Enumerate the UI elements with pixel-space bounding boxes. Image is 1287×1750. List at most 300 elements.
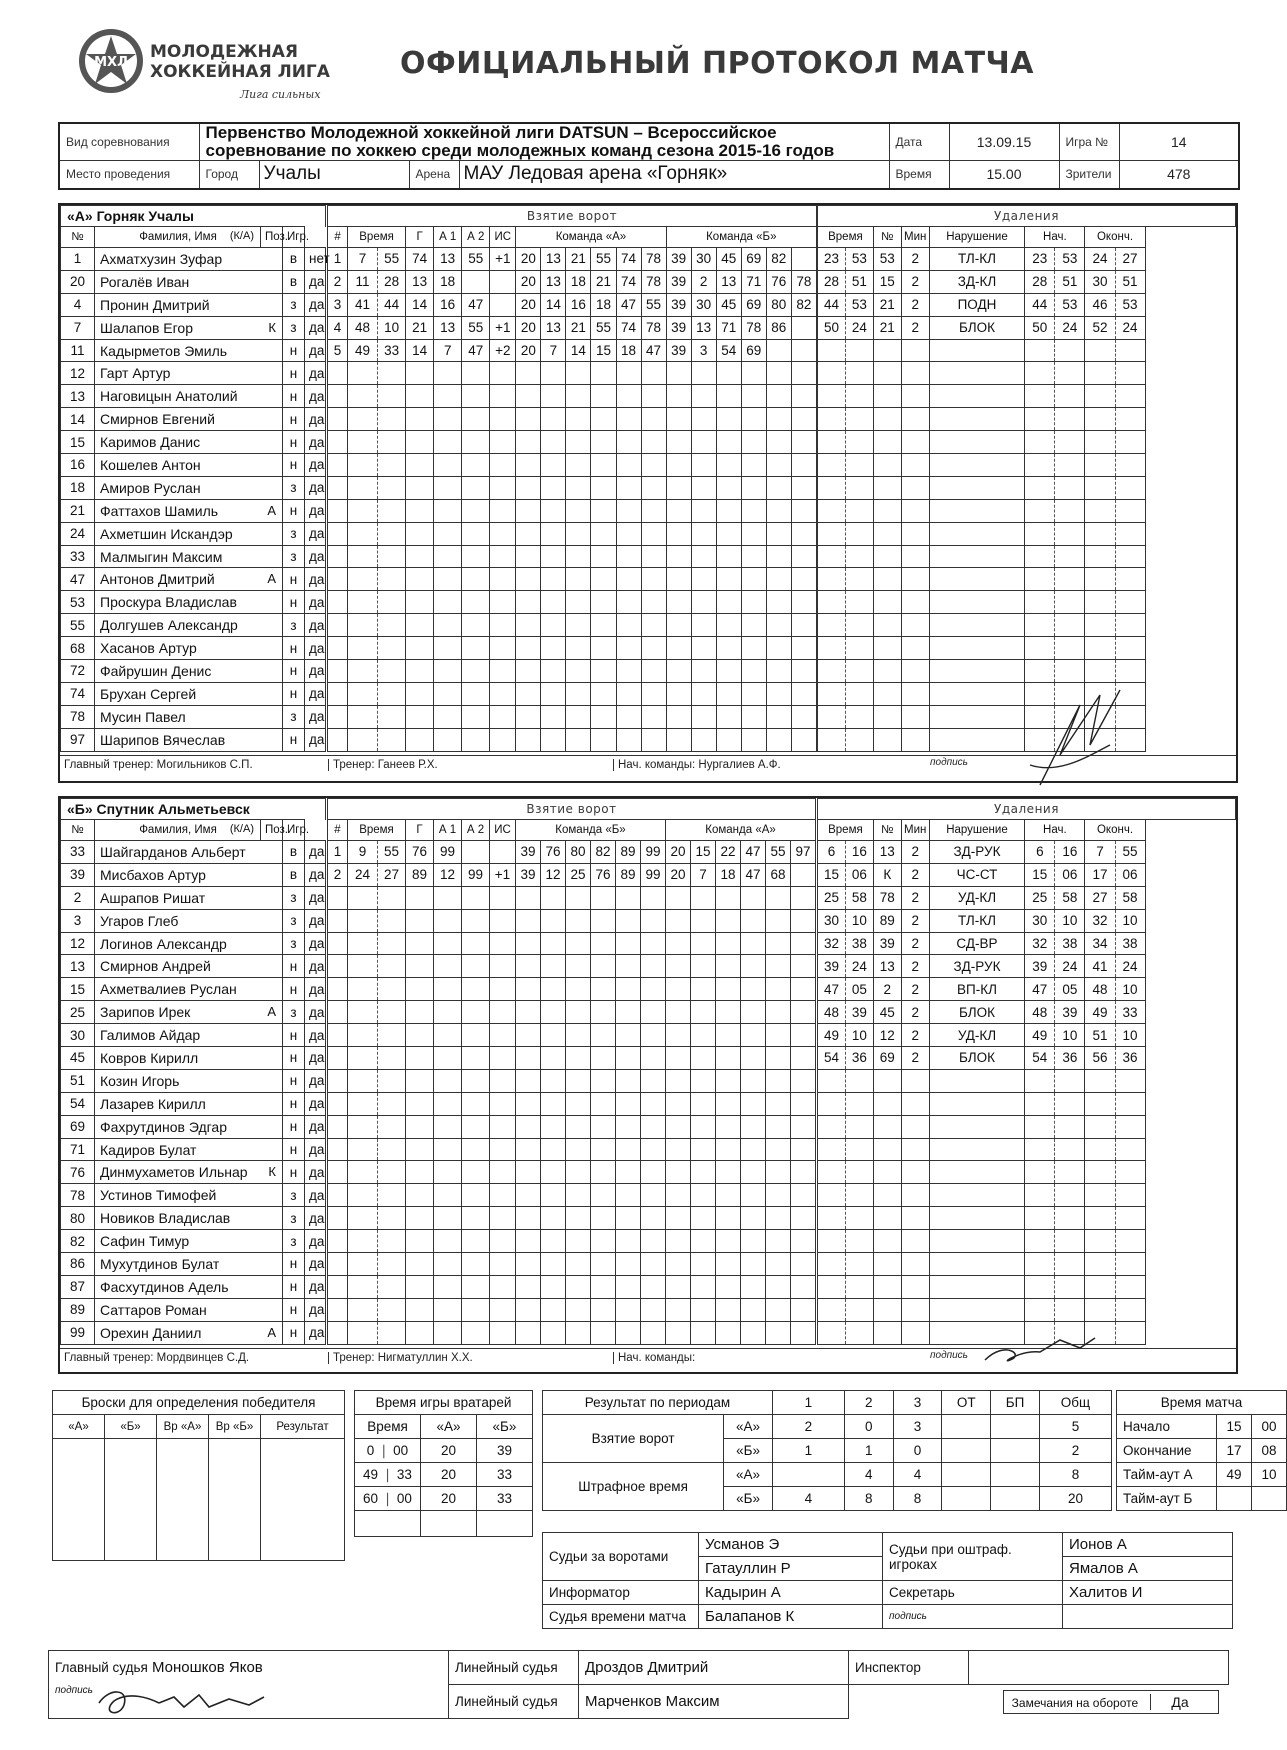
team-chief: Нач. команды: Нургалиев А.Ф. <box>613 759 781 771</box>
player-position: н <box>283 1069 305 1092</box>
goal-own-player: 89 <box>616 841 641 864</box>
linesman-1-value: Дроздов Дмитрий <box>579 1651 849 1685</box>
player-role: А <box>267 502 276 518</box>
player-number: 24 <box>61 522 95 545</box>
pen-start-min: 32 <box>1025 932 1055 955</box>
goal-second: 55 <box>378 841 406 864</box>
player-name: Фасхутдинов Адель <box>100 1278 229 1295</box>
linesman-1-label: Линейный судья <box>449 1651 579 1685</box>
goal-row <box>328 293 817 316</box>
goal-own-player: 78 <box>641 316 666 339</box>
competition-label: Вид соревнования <box>59 123 199 161</box>
period-total-header: Общ <box>1039 1391 1111 1415</box>
goal-situation <box>490 841 516 864</box>
logo-name <box>150 42 330 82</box>
pen-col-infraction: Нарушение <box>929 820 1025 841</box>
pen-time-min: 50 <box>818 316 846 339</box>
pen-time-sec: 06 <box>845 863 873 886</box>
goal-own-player: 13 <box>541 248 566 271</box>
goal-scorer: 13 <box>406 270 434 293</box>
goal-assist-1: 16 <box>434 293 462 316</box>
player-row <box>61 1115 326 1138</box>
svg-text:МХЛ: МХЛ <box>94 55 128 70</box>
goal-opp-player: 18 <box>716 863 741 886</box>
penalty-row <box>818 248 1236 271</box>
goal-own-player: 76 <box>591 863 616 886</box>
goalie-change-min: 60 <box>363 1490 379 1506</box>
pen-start-sec: 53 <box>1055 248 1085 271</box>
player-row <box>61 454 326 477</box>
pen-infraction: БЛОК <box>929 316 1025 339</box>
player-played: да <box>305 1024 326 1047</box>
goal-minute: 11 <box>348 270 378 293</box>
pen-end-min: 46 <box>1085 293 1115 316</box>
player-name: Зарипов Ирек <box>100 1004 191 1021</box>
pen-end-sec: 58 <box>1115 886 1145 909</box>
player-name: Кошелев Антон <box>100 456 201 473</box>
goal-opp-player <box>791 248 816 271</box>
pen-infraction: ВП-КЛ <box>929 978 1025 1001</box>
goal-minute: 9 <box>348 841 378 864</box>
pen-time-min: 28 <box>818 270 846 293</box>
player-row <box>61 339 326 362</box>
goalie-a: 20 <box>421 1487 477 1511</box>
officials-sign-label: подпись <box>883 1605 1063 1629</box>
secretary-value: Халитов И <box>1063 1581 1233 1605</box>
player-played: да <box>305 1138 326 1161</box>
goal-col-time: Время <box>348 227 406 248</box>
goal-own-player: 7 <box>541 339 566 362</box>
pim-b-so <box>991 1487 1040 1511</box>
goal-col-scorer: Г <box>406 227 434 248</box>
goalie-a: 20 <box>421 1463 477 1487</box>
pen-minutes: 2 <box>901 1047 929 1070</box>
player-row <box>61 1024 326 1047</box>
player-number: 11 <box>61 339 95 362</box>
goal-opp-player: 7 <box>691 863 716 886</box>
pen-minutes: 2 <box>901 248 929 271</box>
referee-value: Моношков Яков <box>152 1659 263 1677</box>
player-position: з <box>283 476 305 499</box>
goalies-col-b: «Б» <box>477 1415 533 1439</box>
player-number: 18 <box>61 476 95 499</box>
goal-second: 55 <box>378 248 406 271</box>
goal-judges-label: Судьи за воротами <box>543 1533 699 1581</box>
player-played: да <box>305 293 326 316</box>
shootout-col-b: «Б» <box>105 1415 157 1439</box>
goal-opp-player: 39 <box>666 316 691 339</box>
player-played: да <box>305 1069 326 1092</box>
goal-opp-player: 13 <box>716 270 741 293</box>
goals-b-so <box>991 1439 1040 1463</box>
player-number: 16 <box>61 454 95 477</box>
goalies-col-a: «А» <box>421 1415 477 1439</box>
player-name: Мусин Павел <box>100 708 186 725</box>
pen-minutes: 2 <box>901 955 929 978</box>
goal-own-player: 20 <box>516 339 541 362</box>
player-name: Долгушев Александр <box>100 617 238 634</box>
player-position: з <box>283 293 305 316</box>
competition-name: Первенство Молодежной хоккейной лиги DATSUN – Всероссийское соревнование по хоккею среди молодежных команд сезона 2015-16 годов <box>199 123 889 161</box>
player-row <box>61 476 326 499</box>
pen-start-sec: 39 <box>1055 1001 1085 1024</box>
logo-line1: МОЛОДЕЖНАЯ <box>150 42 298 62</box>
col-ka: (К/А) <box>229 823 254 835</box>
pen-infraction: УД-КЛ <box>929 886 1025 909</box>
goal-second: 44 <box>378 293 406 316</box>
goal-own-player: 20 <box>516 248 541 271</box>
pen-minutes: 2 <box>901 316 929 339</box>
player-name: Брухан Сергей <box>100 685 197 702</box>
goal-assist-2 <box>462 270 490 293</box>
game-value: 14 <box>1119 123 1239 161</box>
player-played: да <box>305 431 326 454</box>
pim-a-ot <box>942 1463 991 1487</box>
goals-b-p2: 1 <box>844 1439 893 1463</box>
player-name: Сафин Тимур <box>100 1233 190 1250</box>
pen-col-num: № <box>873 227 901 248</box>
goal-own-player: 12 <box>541 863 566 886</box>
penalty-row <box>818 1047 1236 1070</box>
team_a-title: «А» Горняк Учалы <box>61 206 326 227</box>
player-played: да <box>305 863 326 886</box>
player-name: Лазарев Кирилл <box>100 1095 206 1112</box>
player-name: Новиков Владислав <box>100 1210 231 1227</box>
goal-col-time: Время <box>348 820 406 841</box>
goal-number: 3 <box>328 293 348 316</box>
goal-own-player: 13 <box>541 270 566 293</box>
pen-time-min: 15 <box>818 863 846 886</box>
player-number: 13 <box>61 955 95 978</box>
goal-opp-player: 45 <box>716 293 741 316</box>
goal-col-a1: А 1 <box>434 227 462 248</box>
player-number: 15 <box>61 978 95 1001</box>
goal-minute: 41 <box>348 293 378 316</box>
goalie-a: 20 <box>421 1439 477 1463</box>
goal-judge-2: Гатауллин Р <box>699 1557 883 1581</box>
pen-start-sec: 10 <box>1055 1024 1085 1047</box>
player-row <box>61 1069 326 1092</box>
team_a-roster-table <box>60 205 330 752</box>
player-row <box>61 1253 326 1276</box>
goals-a-label: «А» <box>724 1415 773 1439</box>
player-played: да <box>305 1321 326 1344</box>
pen-time-min: 39 <box>818 955 846 978</box>
goal-opp-player <box>791 339 816 362</box>
pim-a-p1 <box>772 1463 844 1487</box>
player-position: н <box>283 637 305 660</box>
player-row <box>61 522 326 545</box>
game-label: Игра № <box>1059 123 1119 161</box>
pen-col-time: Время <box>818 227 874 248</box>
pim-row-label: Штрафное время <box>543 1463 724 1511</box>
penalty-row <box>818 955 1236 978</box>
player-played: да <box>305 454 326 477</box>
period-2-header: 2 <box>844 1391 893 1415</box>
penalty-row <box>818 886 1236 909</box>
player-name: Хасанов Артур <box>100 640 197 657</box>
goals-a-p1: 2 <box>772 1415 844 1439</box>
goal-own-player: 16 <box>566 293 591 316</box>
goal-own-player: 21 <box>566 316 591 339</box>
player-name: Смирнов Андрей <box>100 958 211 975</box>
goal-scorer: 89 <box>406 863 434 886</box>
venue-label: Место проведения <box>59 161 199 189</box>
player-played: да <box>305 1298 326 1321</box>
player-number: 4 <box>61 293 95 316</box>
player-position: н <box>283 728 305 751</box>
goal-second: 33 <box>378 339 406 362</box>
goal-assist-2 <box>462 841 490 864</box>
remarks-label: Замечания на обороте <box>1011 1695 1139 1710</box>
player-name: Саттаров Роман <box>100 1301 207 1318</box>
pen-start-sec: 05 <box>1055 978 1085 1001</box>
periods-title: Результат по периодам <box>543 1391 773 1415</box>
pim-b-label: «Б» <box>724 1487 773 1511</box>
team_b-goals-table <box>327 798 816 1345</box>
goal-opp-player: 55 <box>766 841 791 864</box>
player-number: 78 <box>61 1184 95 1207</box>
pen-time-sec: 53 <box>845 248 873 271</box>
goal-opp-player: 82 <box>766 248 791 271</box>
goalie-b: 33 <box>477 1463 533 1487</box>
pen-end-sec: 36 <box>1115 1047 1145 1070</box>
remarks-value: Да <box>1150 1694 1210 1710</box>
coach: Тренер: Ганеев Р.Х. <box>328 759 438 771</box>
referees-table <box>48 1650 1229 1719</box>
team_a-penalties-table <box>817 205 1236 752</box>
player-position: н <box>283 1024 305 1047</box>
col-played: Игр. <box>283 820 305 841</box>
goal-situation <box>490 293 516 316</box>
player-row <box>61 1184 326 1207</box>
player-row <box>61 932 326 955</box>
player-position: н <box>283 454 305 477</box>
col-played: Игр. <box>283 227 305 248</box>
timeout-a-min: 49 <box>1217 1463 1252 1487</box>
goal-opp-player: 68 <box>766 863 791 886</box>
time-value: 15.00 <box>949 161 1059 189</box>
pen-time-min: 54 <box>818 1047 846 1070</box>
penalty-row <box>818 316 1236 339</box>
player-number: 54 <box>61 1092 95 1115</box>
player-position: з <box>283 705 305 728</box>
player-number: 33 <box>61 545 95 568</box>
goal-number: 2 <box>328 863 348 886</box>
goal-own-player: 74 <box>616 316 641 339</box>
team_a-goals-table <box>327 205 817 752</box>
player-position: н <box>283 1092 305 1115</box>
player-row <box>61 955 326 978</box>
pen-infraction: ТЛ-КЛ <box>929 248 1025 271</box>
player-number: 14 <box>61 408 95 431</box>
goals-b-label: «Б» <box>724 1439 773 1463</box>
period-3-header: 3 <box>893 1391 942 1415</box>
pen-end-sec: 53 <box>1115 293 1145 316</box>
pen-time-min: 23 <box>818 248 846 271</box>
pen-start-min: 48 <box>1025 1001 1055 1024</box>
goal-own-player: 18 <box>566 270 591 293</box>
officials-table <box>542 1532 1233 1629</box>
pen-infraction: БЛОК <box>929 1047 1025 1070</box>
player-played: да <box>305 728 326 751</box>
player-position: з <box>283 316 305 339</box>
player-played: да <box>305 545 326 568</box>
pen-player: 21 <box>873 316 901 339</box>
player-played: да <box>305 909 326 932</box>
player-row <box>61 841 326 864</box>
player-number: 2 <box>61 886 95 909</box>
pen-start-sec: 24 <box>1055 955 1085 978</box>
penalties-title: Удаления <box>818 206 1236 227</box>
goal-col-opp: Команда «А» <box>666 820 816 841</box>
goal-own-player: 13 <box>541 316 566 339</box>
shootout-title: Броски для определения победителя <box>53 1391 345 1415</box>
end-label: Окончание <box>1117 1439 1217 1463</box>
coach-sign-label: подпись <box>930 756 968 768</box>
goal-own-player: 74 <box>616 270 641 293</box>
informer-value: Кадырин А <box>699 1581 883 1605</box>
penalty-judge-1: Ионов А <box>1063 1533 1233 1557</box>
goal-scorer: 74 <box>406 248 434 271</box>
player-name: Кадырметов Эмиль <box>100 342 228 359</box>
linesman-2-value: Марченков Максим <box>579 1685 849 1719</box>
goalies-title: Время игры вратарей <box>355 1391 533 1415</box>
goal-opp-player: 2 <box>691 270 716 293</box>
pen-end-min: 27 <box>1085 886 1115 909</box>
goals-a-so <box>991 1415 1040 1439</box>
player-position: н <box>283 408 305 431</box>
page-title: ОФИЦИАЛЬНЫЙ ПРОТОКОЛ МАТЧА <box>400 46 1034 81</box>
goal-col-opp: Команда «Б» <box>666 227 816 248</box>
pen-player: 21 <box>873 293 901 316</box>
player-row <box>61 1001 326 1024</box>
goal-own-player: 20 <box>516 293 541 316</box>
goal-own-player: 18 <box>591 293 616 316</box>
informer-label: Информатор <box>543 1581 699 1605</box>
pim-a-total: 8 <box>1039 1463 1111 1487</box>
player-number: 33 <box>61 841 95 864</box>
date-label: Дата <box>889 123 949 161</box>
pen-end-sec: 10 <box>1115 909 1145 932</box>
pen-player: 13 <box>873 955 901 978</box>
pen-start-sec: 58 <box>1055 886 1085 909</box>
player-row <box>61 660 326 683</box>
goal-opp-player: 22 <box>716 841 741 864</box>
goal-opp-player: 76 <box>766 270 791 293</box>
player-number: 21 <box>61 499 95 522</box>
pen-player: 13 <box>873 841 901 864</box>
player-number: 55 <box>61 614 95 637</box>
goal-opp-player: 30 <box>691 293 716 316</box>
pim-a-label: «А» <box>724 1463 773 1487</box>
goals-b-p3: 0 <box>893 1439 942 1463</box>
player-played: да <box>305 932 326 955</box>
pen-player: 69 <box>873 1047 901 1070</box>
player-row <box>61 545 326 568</box>
pen-minutes: 2 <box>901 932 929 955</box>
goal-own-player: 80 <box>566 841 591 864</box>
goal-own-player: 78 <box>641 248 666 271</box>
pen-player: 12 <box>873 1024 901 1047</box>
pen-start-min: 50 <box>1025 316 1055 339</box>
player-row <box>61 909 326 932</box>
player-row <box>61 705 326 728</box>
player-row <box>61 863 326 886</box>
player-number: 12 <box>61 362 95 385</box>
player-number: 47 <box>61 568 95 591</box>
goal-own-player: 15 <box>591 339 616 362</box>
referee-label: Главный судья <box>55 1660 148 1676</box>
pen-time-min: 48 <box>818 1001 846 1024</box>
player-played: да <box>305 1230 326 1253</box>
player-row <box>61 1230 326 1253</box>
pen-end-min: 49 <box>1085 1001 1115 1024</box>
goal-opp-player: 39 <box>666 248 691 271</box>
goal-own-player: 47 <box>641 339 666 362</box>
pen-end-sec: 51 <box>1115 270 1145 293</box>
goal-judge-1: Усманов Э <box>699 1533 883 1557</box>
pen-end-sec: 10 <box>1115 1024 1145 1047</box>
goal-row <box>328 316 817 339</box>
pen-start-min: 30 <box>1025 909 1055 932</box>
pen-minutes: 2 <box>901 1001 929 1024</box>
mhl-logo <box>76 26 146 96</box>
player-name: Козин Игорь <box>100 1072 180 1089</box>
goal-own-player: 25 <box>566 863 591 886</box>
player-name: Логинов Александр <box>100 935 227 952</box>
coach-sign-label: подпись <box>930 1349 968 1361</box>
goal-scorer: 14 <box>406 293 434 316</box>
goal-own-player: 76 <box>541 841 566 864</box>
pim-b-total: 20 <box>1039 1487 1111 1511</box>
penalty-row <box>818 841 1236 864</box>
player-number: 53 <box>61 591 95 614</box>
player-row <box>61 637 326 660</box>
goal-opp-player: 69 <box>741 293 766 316</box>
pen-time-sec: 05 <box>845 978 873 1001</box>
goal-second: 27 <box>378 863 406 886</box>
pen-time-min: 47 <box>818 978 846 1001</box>
pen-time-sec: 10 <box>845 909 873 932</box>
penalties-title: Удаления <box>818 799 1236 820</box>
spectators-label: Зрители <box>1059 161 1119 189</box>
goal-opp-player: 71 <box>741 270 766 293</box>
player-name: Ахметшин Искандэр <box>100 525 233 542</box>
player-number: 51 <box>61 1069 95 1092</box>
player-name: Пронин Дмитрий <box>100 296 210 313</box>
inspector-label: Инспектор <box>849 1651 969 1685</box>
goal-col-own: Команда «Б» <box>516 820 666 841</box>
player-row <box>61 1161 326 1184</box>
pen-time-sec: 53 <box>845 293 873 316</box>
goals-title: Взятие ворот <box>328 799 816 820</box>
goal-situation: +2 <box>490 339 516 362</box>
player-played: да <box>305 1115 326 1138</box>
player-position: в <box>283 863 305 886</box>
player-position: н <box>283 1275 305 1298</box>
pen-player: 45 <box>873 1001 901 1024</box>
pen-start-sec: 53 <box>1055 293 1085 316</box>
end-min: 17 <box>1217 1439 1252 1463</box>
goal-row <box>328 863 816 886</box>
goal-own-player: 99 <box>641 841 666 864</box>
pen-time-min: 30 <box>818 909 846 932</box>
player-position: н <box>283 1161 305 1184</box>
goal-opp-player: 71 <box>716 316 741 339</box>
player-position: з <box>283 1230 305 1253</box>
goal-assist-2: 55 <box>462 316 490 339</box>
